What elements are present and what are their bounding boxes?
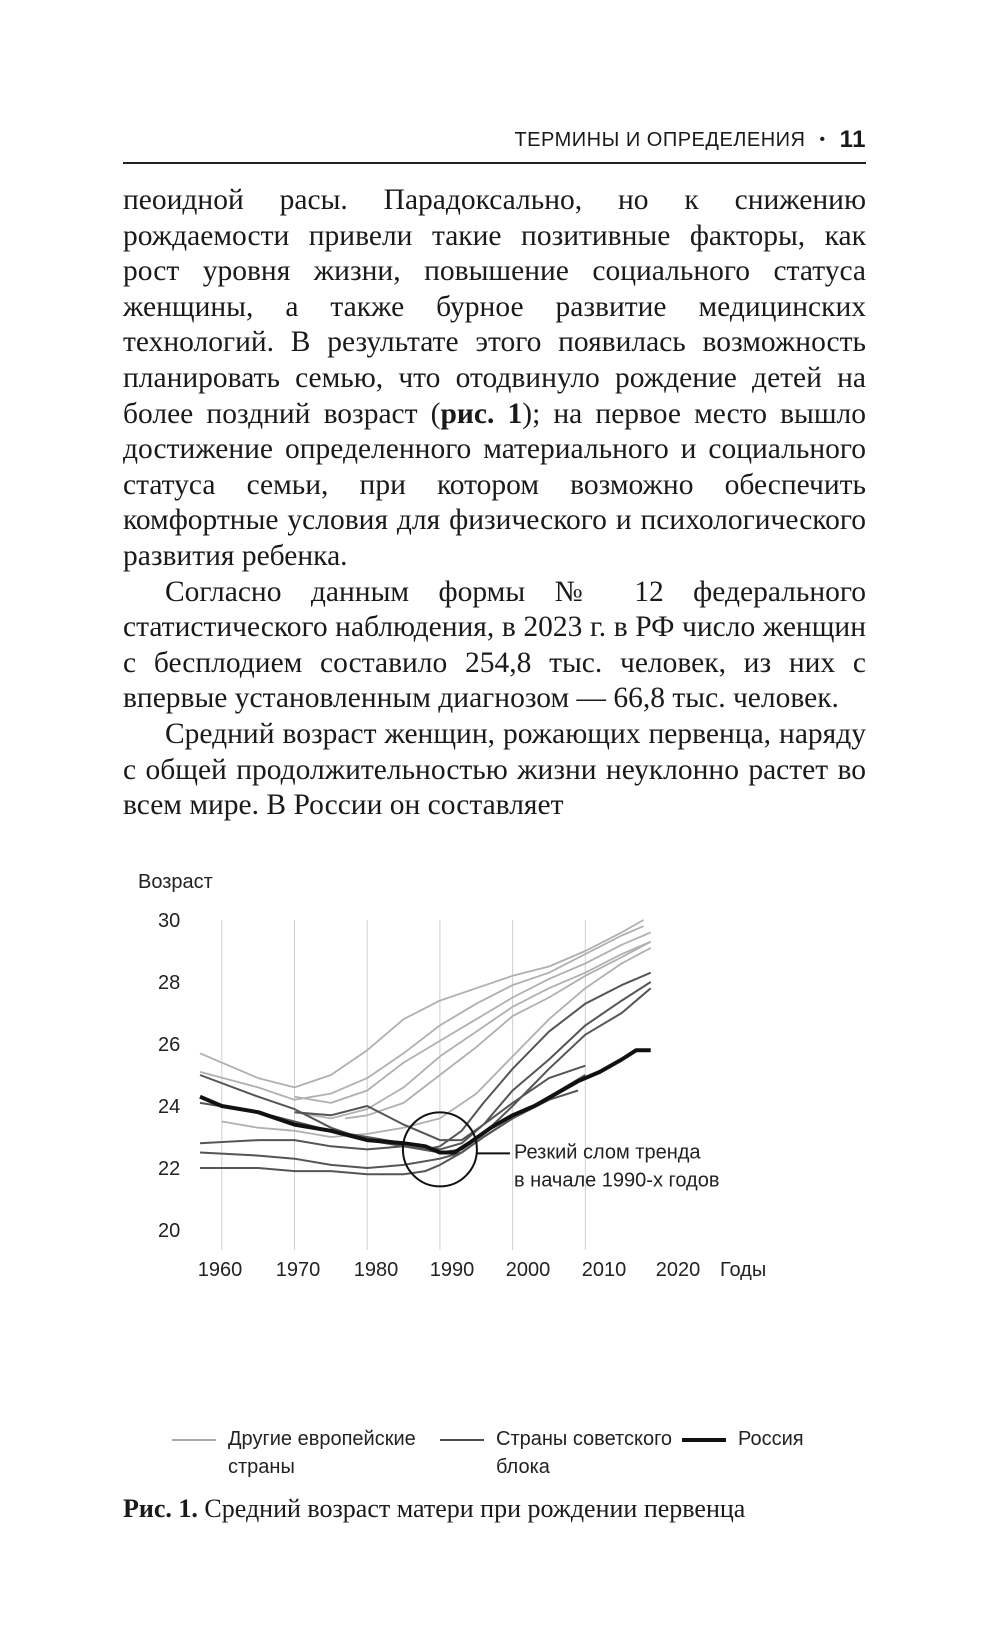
y-tick-label: 30 [158,910,181,932]
series-line-europe [295,942,651,1119]
legend-item-europe [172,1425,428,1481]
x-axis-label: Годы [720,1259,767,1281]
series-line-europe [200,920,644,1087]
legend-label: Страны советского блока [496,1428,673,1478]
paragraph-1: пеоидной расы. Парадоксально, но к снижению рождаемости привели такие позитивные факторы, как рост уровня жизни, повышение социального статуса женщины, а также бурное развитие медицинских технологий. В результате этого появилась возможность планировать семью, что отодвинуло рождение детей на более поздний возраст (рис. 1); на первое место вышло достижение определенного материального и социального статуса семьи, при котором возможно обеспечить комфортные условия для физического и психологического развития ребенка. [123,184,867,572]
body-text [123,183,866,824]
legend-swatch-russia [682,1438,726,1442]
axis-ticks [138,871,766,1281]
y-tick-label: 20 [158,1220,181,1242]
x-tick-label: 2020 [655,1259,701,1281]
y-tick-label: 24 [158,1096,181,1118]
bullet-icon: • [819,131,826,148]
annotation-text: в начале 1990-х годов [514,1169,720,1192]
legend-item-soviet [440,1425,696,1481]
x-tick-label: 1980 [353,1259,399,1281]
caption-label: Рис. 1. [123,1494,198,1523]
paragraph-3: Средний возраст женщин, рожающих первенца, наряду с общей продолжительностью жизни неуклонно растет во всем мире. В России он составляет [123,717,866,822]
figure-caption [123,1494,883,1524]
series-line-europe [200,926,644,1100]
y-tick-label: 22 [158,1158,181,1180]
series-lines [200,920,651,1174]
legend-item-russia [682,1425,938,1453]
x-tick-label: 1960 [197,1259,243,1281]
annotation-text: Резкий слом тренда [514,1141,701,1164]
grid [222,920,585,1250]
running-header [123,126,866,164]
x-tick-label: 1970 [275,1259,321,1281]
y-tick-label: 26 [158,1034,181,1056]
x-tick-label: 2000 [505,1259,551,1281]
legend-swatch-europe [172,1438,216,1442]
y-tick-label: 28 [158,972,181,994]
figure-chart [0,871,1000,1420]
x-tick-label: 1990 [429,1259,475,1281]
section-title: ТЕРМИНЫ И ОПРЕДЕЛЕНИЯ [514,128,806,151]
x-tick-label: 2010 [581,1259,627,1281]
paragraph-2: Согласно данным формы № 12 федерального статистического наблюдения, в 2023 г. в РФ число женщин с бесплодием составило 254,8 тыс. человек, из них с впервые установленным диагнозом — 66,8 тыс. человек. [123,575,866,715]
page-number: 11 [839,126,866,153]
legend-label: Другие европейские страны [228,1428,416,1478]
legend-swatch-soviet [440,1438,484,1442]
figure-reference: рис. 1 [440,397,523,430]
legend-label: Россия [738,1428,804,1450]
caption-text: Средний возраст матери при рождении первенца [197,1494,746,1523]
y-axis-label: Возраст [138,871,213,893]
